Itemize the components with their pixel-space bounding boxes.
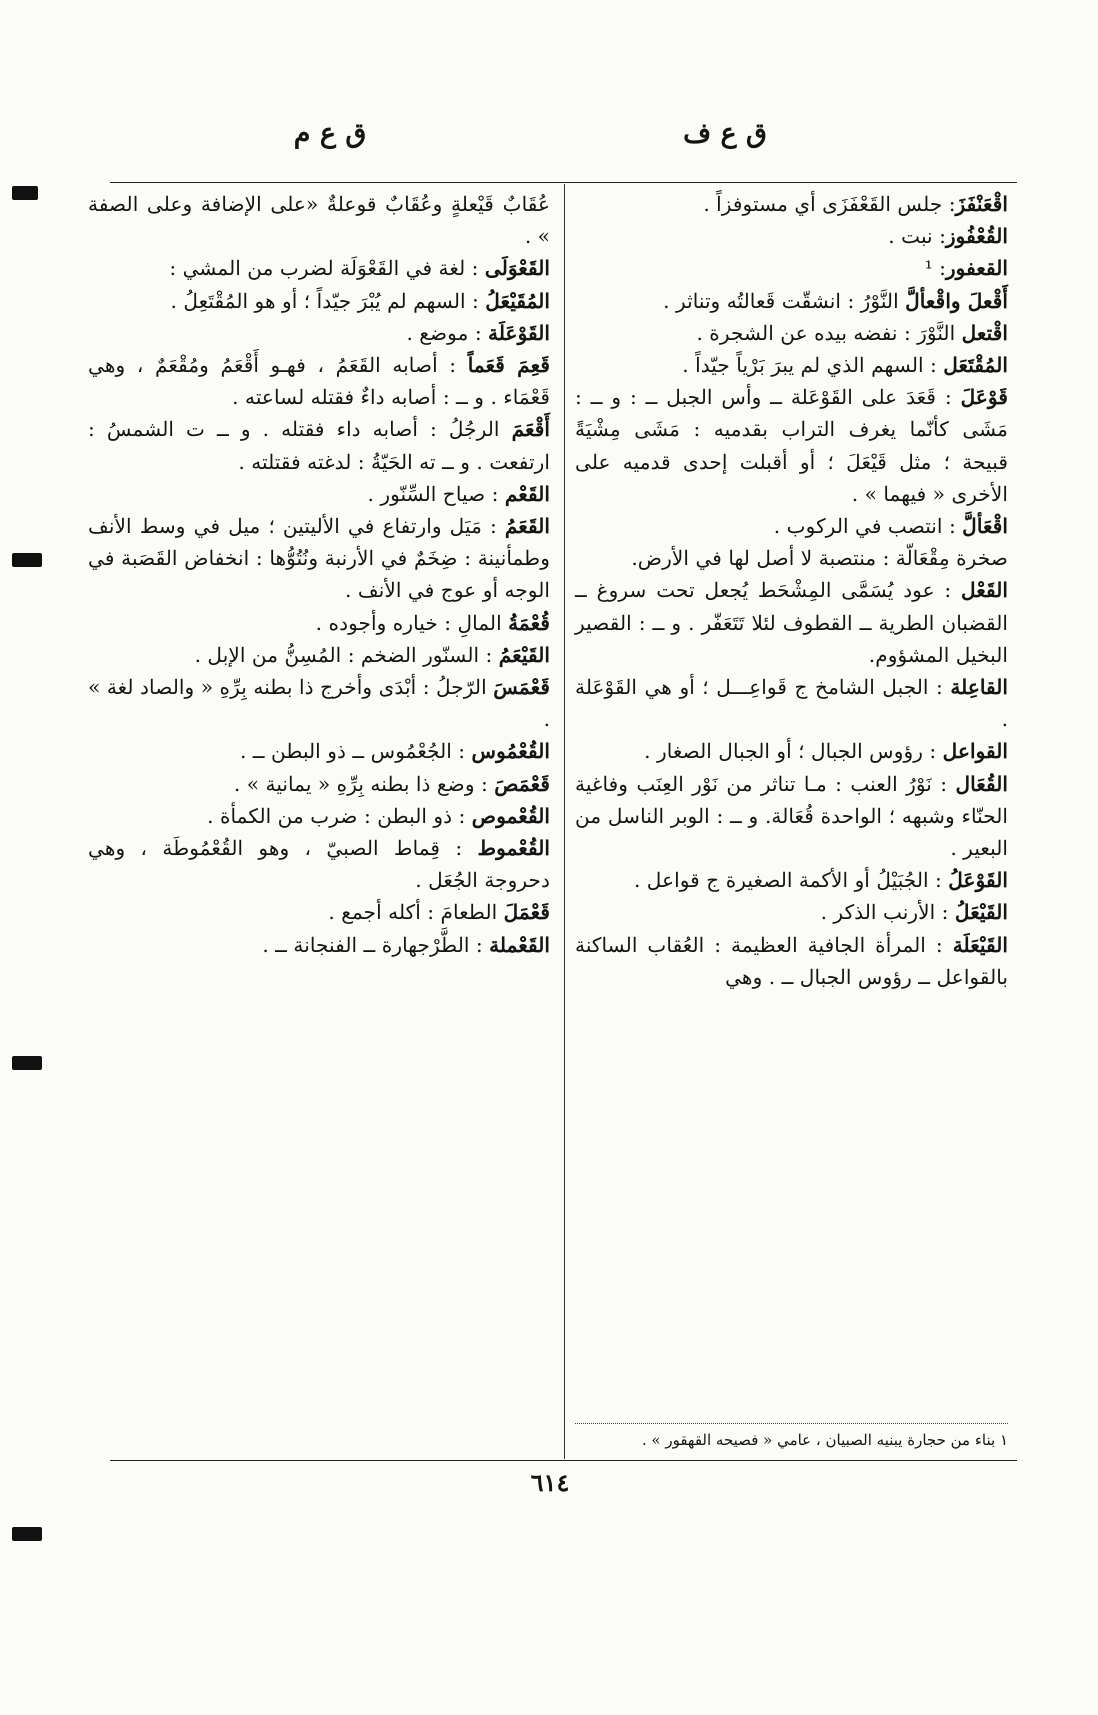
entry-definition: : وضع ذا بطنه بِرِّهِ « يمانية » . bbox=[233, 771, 495, 796]
dictionary-entry bbox=[575, 188, 1008, 220]
entry-headword: اقْتعل bbox=[961, 320, 1008, 345]
entry-definition: : رؤوس الجبال ؛ أو الجبال الصغار . bbox=[644, 739, 943, 764]
entry-headword: اقْعَنْفَزَ bbox=[955, 192, 1008, 216]
entry-headword: المُقَيْعَلُ bbox=[485, 288, 550, 313]
entry-definition: : مَيَل وارتفاع في الأليتين ؛ ميل في وسط الأنف وطمأنينة : ضِخَمٌ في الأرنبة ونُتُوُّها : انخفاض القَصَبة في الوجه أو عوج في الأنف . bbox=[88, 514, 550, 603]
dictionary-entry bbox=[88, 607, 550, 639]
entry-headword: القُعْموص bbox=[471, 803, 550, 828]
bottom-rule bbox=[110, 1460, 1017, 1461]
entry-definition: : أصابه القَعَمُ ، فهـو أَقْعَمُ ومُقْعَمٌ ، وهي قَعْمَاء . و ــ : أصابه داءٌ فقتله لساعته . bbox=[88, 353, 550, 410]
dictionary-entry bbox=[88, 349, 550, 413]
entry-definition: الرّجلُ : أبْدَى وأخرج ذا بطنه بِرِّهِ « والصاد لغة » . bbox=[88, 675, 550, 732]
entry-headword: القُعْفُوز bbox=[945, 224, 1008, 249]
dictionary-entry bbox=[575, 574, 1008, 671]
entry-definition: : جلس القَعْفَزَى أي مستوفزاً . bbox=[703, 192, 956, 216]
entry-definition: : السنّور الضخم : المُسِنُّ من الإبل . bbox=[194, 642, 499, 667]
dictionary-entry bbox=[575, 735, 1008, 767]
dictionary-entry bbox=[575, 285, 1008, 317]
entry-headword: اقْعَألَّ bbox=[962, 514, 1008, 539]
scan-margin-mark bbox=[12, 553, 42, 567]
entry-definition: : السهم الذي لم يبرَ بَرْياً جيّداً . bbox=[682, 353, 944, 378]
entry-definition: : الجُعْمُوس ــ ذو البطن ــ . bbox=[239, 739, 472, 764]
entry-headword: القُعْمُوس bbox=[471, 739, 550, 764]
entry-definition: المالِ : خياره وأجوده . bbox=[315, 610, 509, 635]
entry-definition: : عود يُسَمَّى المِشْحَط يُجعل تحت سروغ ــ القضبان الطرية ــ القطوف لئلا تَتَعَفّر . و ــ : القصير البخيل المشؤوم. bbox=[575, 578, 1008, 667]
entry-headword: المُقْتَعَل bbox=[943, 353, 1008, 378]
entry-headword: القُعْموط bbox=[477, 836, 550, 861]
dictionary-entry bbox=[88, 639, 550, 671]
entry-headword: قَعْمَسَ bbox=[493, 675, 550, 700]
entry-definition: : الجبل الشامخ ج قَواعِـــل ؛ أو هي القَوْعَلة . bbox=[575, 675, 1008, 732]
right-column bbox=[575, 188, 1008, 993]
dictionary-entry bbox=[575, 317, 1008, 349]
left-column bbox=[88, 188, 550, 961]
dictionary-entry bbox=[88, 478, 550, 510]
dictionary-entry bbox=[88, 800, 550, 832]
dictionary-entry bbox=[575, 864, 1008, 896]
entry-headword: قَعْمَلَ bbox=[503, 900, 550, 925]
entry-headword: القَيْعَلُ bbox=[954, 900, 1008, 925]
entry-definition: الطعامَ : أكله أجمع . bbox=[328, 900, 504, 925]
scan-margin-mark bbox=[12, 186, 38, 200]
dictionary-entry bbox=[88, 768, 550, 800]
dictionary-entry bbox=[575, 381, 1008, 510]
scan-margin-mark bbox=[12, 1056, 42, 1070]
entry-definition: : لغة في القَعْوَلَة لضرب من المشي : bbox=[169, 256, 485, 281]
entry-headword: القَيْعَلَة bbox=[952, 932, 1008, 957]
page-number: ٦١٤ bbox=[530, 1468, 570, 1497]
entry-definition: : المرأة الجافية العظيمة : العُقاب الساكنة بالقواعل ــ رؤوس الجبال ــ . وهي bbox=[575, 932, 1008, 989]
dictionary-entry bbox=[88, 317, 550, 349]
entry-headword: القَعْل bbox=[961, 578, 1008, 603]
dictionary-entry bbox=[88, 188, 550, 252]
entry-definition: : قِماط الصبيّ ، وهو القُعْمُوطَة ، وهي دحروجة الجُعَل . bbox=[88, 836, 550, 893]
entry-definition: : صياح السِّنّور . bbox=[367, 481, 505, 506]
dictionary-entry bbox=[575, 349, 1008, 381]
header-root-left: ق ع م bbox=[293, 118, 367, 149]
entry-headword: القاعِلة bbox=[950, 675, 1008, 700]
entry-headword: القَعْم bbox=[504, 481, 550, 506]
entry-definition: عُقَابٌ قَيْعلةٍ وعُقَابٌ قوعلةٌ «على الإضافة وعلى الصفة » . bbox=[88, 192, 550, 249]
entry-definition: : نبت . bbox=[888, 224, 946, 249]
entry-definition: النَّوْرُ : انشقّت قَعالتُه وتناثر . bbox=[663, 288, 906, 313]
entry-headword: القَعْوَلَى bbox=[484, 256, 550, 281]
dictionary-entry bbox=[575, 929, 1008, 993]
dictionary-entry bbox=[88, 832, 550, 896]
entry-definition: الرجُلُ : أصابه داء فقتله . و ــ ت الشمسُ : ارتفعت . و ــ ته الحَيّةُ : لدغته فقتلته . bbox=[88, 417, 550, 474]
entry-definition: : الجُبَيْلُ أو الأكمة الصغيرة ج قواعل . bbox=[633, 868, 949, 893]
entry-headword: القعفور bbox=[945, 256, 1008, 281]
entry-definition: : ¹ bbox=[924, 256, 946, 281]
dictionary-entry bbox=[575, 542, 1008, 574]
entry-headword: القَعَمُ bbox=[504, 514, 550, 539]
dictionary-entry bbox=[575, 252, 1008, 284]
column-divider bbox=[564, 184, 565, 1459]
entry-headword: القَعْملة bbox=[489, 932, 550, 957]
top-rule bbox=[110, 182, 1017, 183]
header-root-right: ق ع ف bbox=[683, 118, 767, 149]
footnote-rule bbox=[575, 1423, 1008, 1424]
entry-headword: القَوْعَلُ bbox=[948, 868, 1008, 893]
entry-headword: قَعْمَصَ bbox=[494, 771, 550, 796]
dictionary-entry bbox=[575, 896, 1008, 928]
entry-headword: قَعِمَ قَعَماً bbox=[467, 353, 550, 378]
scan-margin-mark bbox=[12, 1527, 42, 1541]
footnote: ١ بناء من حجارة يبنيه الصبيان ، عامي « فصيحه القهقور » . bbox=[641, 1431, 1008, 1449]
entry-definition: : نَوْرُ العنب : مـا تناثر من نَوْر العِنَب وفاغية الحنّاء وشبهه ؛ الواحدة قُعَالة. و ــ : الوبر الناسل من البعير . bbox=[575, 771, 1008, 861]
entry-headword: أَقْعلَ واقْعألَّ bbox=[905, 288, 1008, 313]
dictionary-entry bbox=[88, 252, 550, 284]
dictionary-entry bbox=[88, 929, 550, 961]
dictionary-entry bbox=[88, 735, 550, 767]
dictionary-entry bbox=[575, 220, 1008, 252]
dictionary-entry bbox=[575, 671, 1008, 735]
entry-definition: : ذو البطن : ضرب من الكمأة . bbox=[207, 803, 472, 828]
dictionary-entry bbox=[88, 896, 550, 928]
dictionary-entry bbox=[88, 413, 550, 477]
entry-definition: : الطَّرْجهارة ــ الفنجانة ــ . bbox=[262, 932, 490, 957]
entry-definition: : السهم لم يُبْرَ جيّداً ؛ أو هو المُقْتَعِلُ . bbox=[170, 288, 486, 313]
entry-headword: القَيْعَمُ bbox=[498, 642, 550, 667]
dictionary-entry bbox=[88, 510, 550, 607]
dictionary-entry bbox=[88, 671, 550, 735]
entry-definition: النَّوْرَ : نفضه بيده عن الشجرة . bbox=[696, 320, 962, 345]
entry-headword: القواعل bbox=[942, 739, 1008, 764]
entry-definition: : الأرنب الذكر . bbox=[820, 900, 955, 925]
entry-definition: : موضع . bbox=[406, 320, 489, 345]
dictionary-entry bbox=[575, 510, 1008, 542]
entry-headword: قُعْمَةُ bbox=[508, 610, 550, 635]
entry-headword: أَقْعَمَ bbox=[511, 417, 550, 442]
entry-headword: القَوْعَلَة bbox=[488, 320, 550, 345]
dictionary-entry bbox=[88, 285, 550, 317]
dictionary-entry bbox=[575, 768, 1008, 865]
entry-definition: : قَعَدَ على القَوْعَلة ــ وأس الجبل ــ : و ــ : مَشَى كأنّما يغرف التراب بقدميه : مَشَى مِشْيَةً قبيحة ؛ مثل قَيْعَلَ ؛ أو أقبلت إحدى قدميه على الأخرى « فيهما » . bbox=[575, 385, 1008, 506]
entry-definition: : انتصب في الركوب . bbox=[773, 514, 963, 539]
entry-headword: قَوْعَلَ bbox=[960, 385, 1008, 410]
entry-definition: صخرة مِقْعَالّة : منتصبة لا أصل لها في الأرض. bbox=[631, 546, 1008, 571]
entry-headword: القُعَال bbox=[955, 771, 1008, 796]
